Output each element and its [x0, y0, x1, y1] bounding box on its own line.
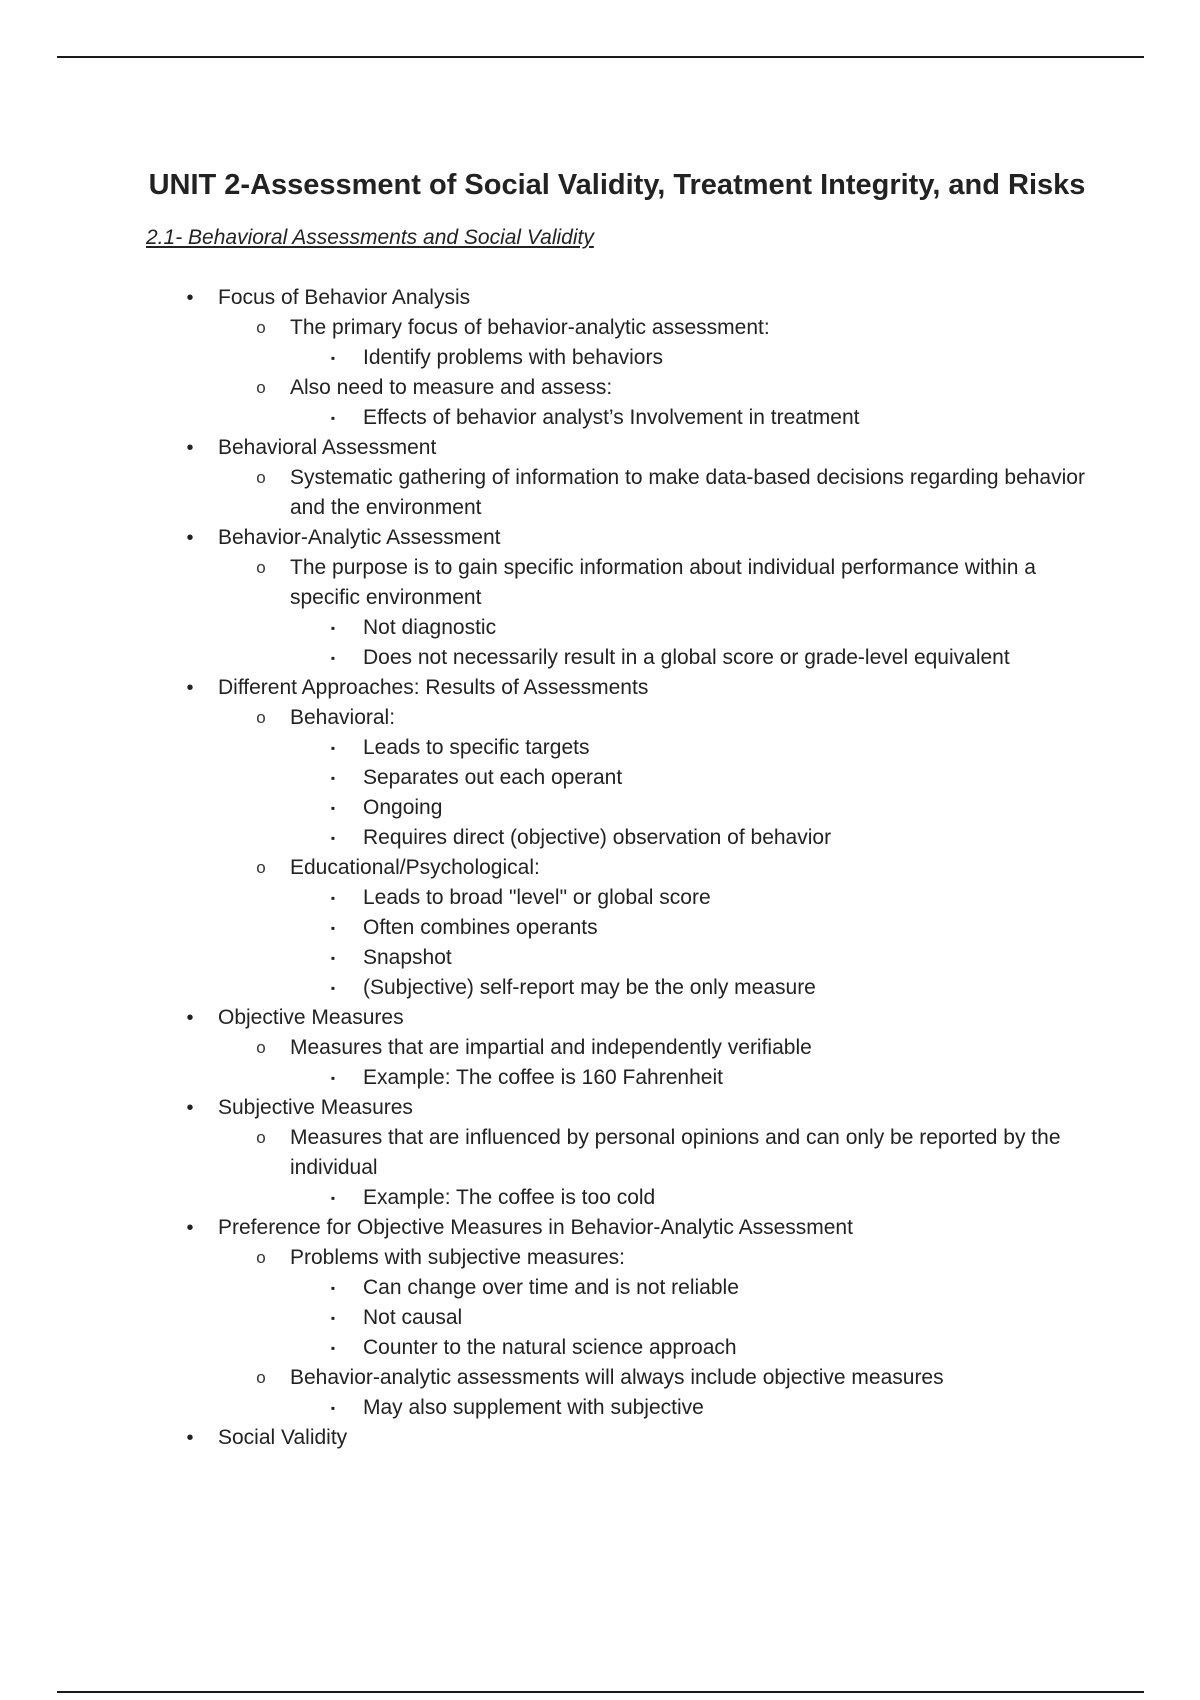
outline-item-level2: [0, 1123, 1100, 1213]
outline-item-level2: [0, 373, 1100, 433]
bullet-marker-icon: o: [256, 468, 266, 487]
list-item-text: Subjective Measures: [218, 1096, 413, 1119]
list-item-text: Counter to the natural science approach: [363, 1336, 737, 1359]
bullet-marker-icon: •: [186, 1097, 194, 1119]
bullet-marker-icon: ▪: [330, 1401, 336, 1415]
bullet-marker-icon: •: [186, 287, 194, 309]
list-item-text: Behavior-Analytic Assessment: [218, 526, 501, 549]
bullet-marker-icon: ▪: [330, 1281, 336, 1295]
list-item-text: Preference for Objective Measures in Behavior-Analytic Assessment: [218, 1216, 853, 1239]
bullet-marker-icon: •: [186, 527, 194, 549]
outline-item-level2: [0, 553, 1100, 673]
bullet-marker-icon: •: [186, 1427, 194, 1449]
list-item-text: (Subjective) self-report may be the only measure: [363, 976, 816, 999]
list-item-text: Effects of behavior analyst’s Involvement in treatment: [363, 406, 860, 429]
list-item-text: Behavior-analytic assessments will always include objective measures: [290, 1366, 944, 1389]
outline-item-level1: [0, 283, 1120, 433]
list-item-text: Not diagnostic: [363, 616, 497, 639]
list-item-text: Does not necessarily result in a global score or grade-level equivalent: [363, 646, 1010, 669]
bullet-marker-icon: o: [256, 1368, 266, 1387]
sublist: [290, 1183, 1100, 1213]
list-item-text: Often combines operants: [363, 916, 598, 939]
bullet-marker-icon: ▪: [330, 351, 336, 365]
outline-item-level3: [0, 913, 1100, 943]
outline-item-level1: [0, 1423, 1120, 1453]
bullet-marker-icon: o: [256, 858, 266, 877]
sublist: [290, 613, 1100, 673]
outline-item-level1: [0, 1093, 1120, 1213]
outline-item-level1: [0, 1213, 1120, 1423]
list-item-text: Behavioral:: [290, 706, 396, 729]
sublist: [218, 553, 1120, 673]
bullet-marker-icon: o: [256, 318, 266, 337]
outline-item-level2: [0, 463, 1100, 523]
outline-item-level3: [0, 403, 1100, 433]
bullet-marker-icon: o: [256, 708, 266, 727]
bullet-marker-icon: o: [256, 1128, 266, 1147]
outline-item-level1: [0, 673, 1120, 1003]
bullet-marker-icon: o: [256, 1038, 266, 1057]
sublist: [290, 733, 1100, 853]
sublist: [290, 1063, 1100, 1093]
list-item-text: Measures that are influenced by personal opinions and can only be reported by the individual: [290, 1126, 1061, 1179]
outline-item-level3: [0, 763, 1100, 793]
outline-item-level3: [0, 1063, 1100, 1093]
outline-item-level3: [0, 1393, 1100, 1423]
list-item-text: Educational/Psychological:: [290, 856, 540, 879]
outline-item-level3: [0, 1333, 1100, 1363]
list-item-text: Identify problems with behaviors: [363, 346, 663, 369]
bullet-marker-icon: o: [256, 558, 266, 577]
outline-item-level3: [0, 793, 1100, 823]
list-item-text: May also supplement with subjective: [363, 1396, 704, 1419]
sublist: [290, 403, 1100, 433]
outline-item-level3: [0, 343, 1100, 373]
outline-item-level2: [0, 313, 1100, 373]
bullet-marker-icon: ▪: [330, 831, 336, 845]
list-item-text: The purpose is to gain specific information about individual performance within a specific environment: [290, 556, 1036, 609]
outline-item-level2: [0, 703, 1100, 853]
outline-item-level3: [0, 1303, 1100, 1333]
list-item-text: Objective Measures: [218, 1006, 404, 1029]
header-rule: [57, 56, 1144, 58]
bullet-marker-icon: ▪: [330, 1071, 336, 1085]
outline-item-level1: [0, 433, 1120, 523]
footer-rule: [57, 1691, 1144, 1693]
outline-item-level3: [0, 973, 1100, 1003]
list-item-text: Example: The coffee is 160 Fahrenheit: [363, 1066, 723, 1089]
bullet-marker-icon: ▪: [330, 921, 336, 935]
bullet-marker-icon: ▪: [330, 1311, 336, 1325]
bullet-marker-icon: ▪: [330, 1341, 336, 1355]
bullet-marker-icon: •: [186, 437, 194, 459]
list-item-text: Different Approaches: Results of Assessments: [218, 676, 649, 699]
list-item-text: Focus of Behavior Analysis: [218, 286, 471, 309]
list-item-text: Requires direct (objective) observation of behavior: [363, 826, 832, 849]
list-item-text: Separates out each operant: [363, 766, 623, 789]
bullet-marker-icon: o: [256, 1248, 266, 1267]
list-item-text: Also need to measure and assess:: [290, 376, 613, 399]
document-title: UNIT 2-Assessment of Social Validity, Treatment Integrity, and Risks: [148, 169, 1086, 202]
list-item-text: The primary focus of behavior-analytic assessment:: [290, 316, 770, 339]
bullet-marker-icon: o: [256, 378, 266, 397]
outline-item-level3: [0, 823, 1100, 853]
bullet-marker-icon: ▪: [330, 801, 336, 815]
sublist: [218, 313, 1120, 433]
outline-item-level2: [0, 853, 1100, 1003]
outline-item-level3: [0, 643, 1100, 673]
sublist: [218, 1123, 1120, 1213]
list-item-text: Example: The coffee is too cold: [363, 1186, 656, 1209]
bullet-marker-icon: ▪: [330, 411, 336, 425]
list-item-text: Problems with subjective measures:: [290, 1246, 625, 1269]
outline-item-level3: [0, 1273, 1100, 1303]
list-item-text: Can change over time and is not reliable: [363, 1276, 739, 1299]
list-item-text: Measures that are impartial and independently verifiable: [290, 1036, 812, 1059]
bullet-marker-icon: •: [186, 677, 194, 699]
outline-item-level2: [0, 1243, 1100, 1363]
section-heading: 2.1- Behavioral Assessments and Social Validity: [146, 226, 594, 249]
list-item-text: Behavioral Assessment: [218, 436, 437, 459]
sublist: [218, 1243, 1120, 1423]
sublist: [290, 883, 1100, 1003]
sublist: [290, 1393, 1100, 1423]
list-item-text: Ongoing: [363, 796, 443, 819]
sublist: [290, 343, 1100, 373]
sublist: [218, 1033, 1120, 1093]
sublist: [290, 1273, 1100, 1363]
outline-list: [0, 283, 1120, 1453]
list-item-text: Leads to specific targets: [363, 736, 590, 759]
list-item-text: Social Validity: [218, 1426, 348, 1449]
bullet-marker-icon: ▪: [330, 951, 336, 965]
bullet-marker-icon: ▪: [330, 621, 336, 635]
outline-item-level3: [0, 733, 1100, 763]
sublist: [218, 703, 1120, 1003]
bullet-marker-icon: ▪: [330, 651, 336, 665]
outline-item-level2: [0, 1033, 1100, 1093]
list-item-text: Snapshot: [363, 946, 452, 969]
outline-item-level3: [0, 883, 1100, 913]
outline-item-level1: [0, 523, 1120, 673]
bullet-marker-icon: ▪: [330, 771, 336, 785]
list-item-text: Systematic gathering of information to make data-based decisions regarding behavior and the environment: [290, 466, 1085, 519]
sublist: [218, 463, 1120, 523]
list-item-text: Leads to broad "level" or global score: [363, 886, 711, 909]
bullet-marker-icon: •: [186, 1217, 194, 1239]
bullet-marker-icon: ▪: [330, 981, 336, 995]
outline-item-level3: [0, 943, 1100, 973]
outline-item-level3: [0, 1183, 1100, 1213]
outline-item-level2: [0, 1363, 1100, 1423]
bullet-marker-icon: ▪: [330, 741, 336, 755]
bullet-marker-icon: •: [186, 1007, 194, 1029]
list-item-text: Not causal: [363, 1306, 463, 1329]
bullet-marker-icon: ▪: [330, 1191, 336, 1205]
bullet-marker-icon: ▪: [330, 891, 336, 905]
outline-item-level3: [0, 613, 1100, 643]
outline-item-level1: [0, 1003, 1120, 1093]
